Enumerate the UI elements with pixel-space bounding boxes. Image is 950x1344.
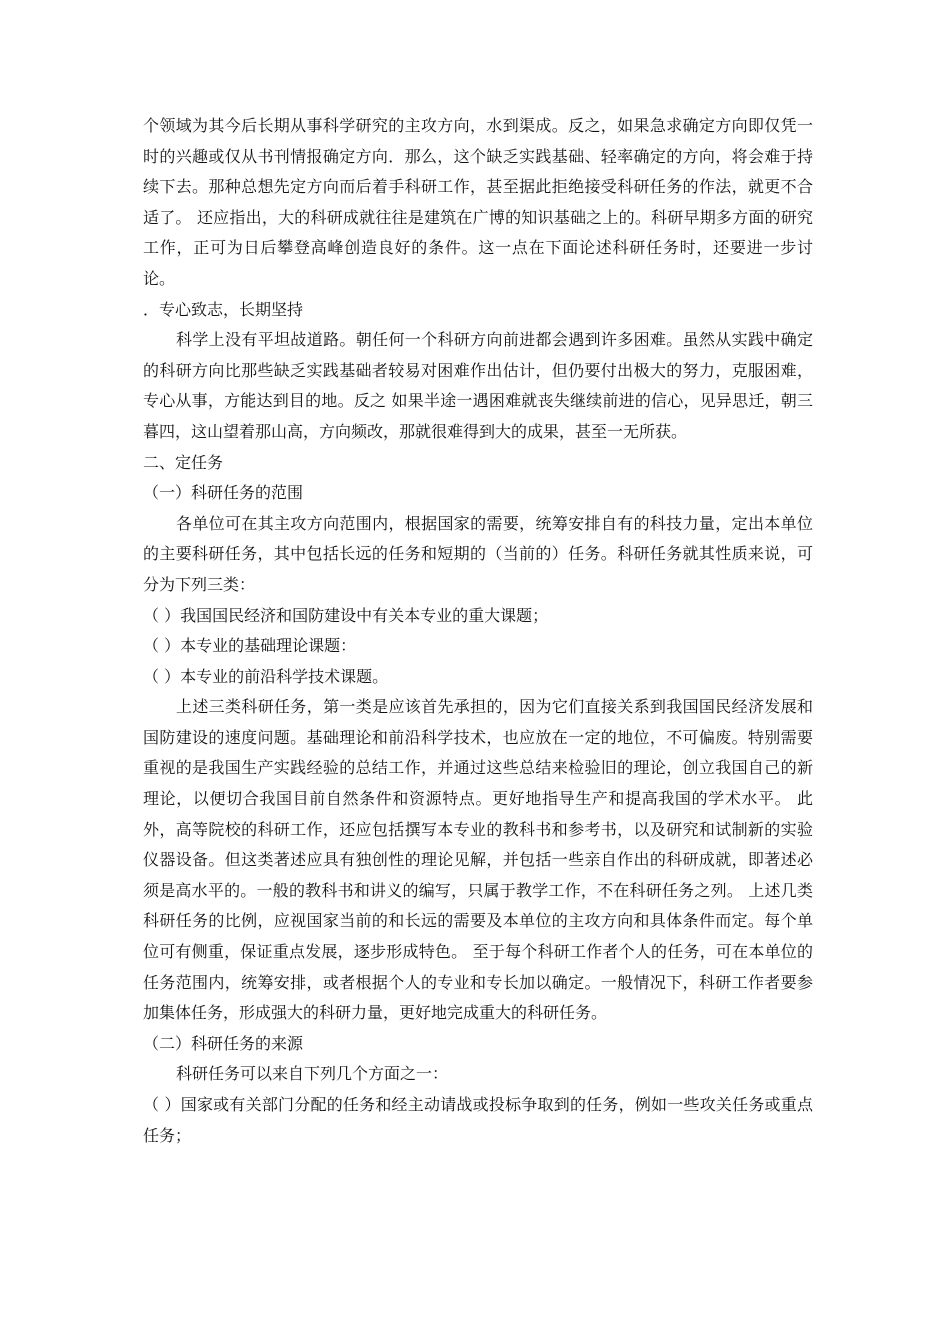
list-item-frontier-tech: （ ）本专业的前沿科学技术课题。: [143, 666, 389, 686]
section-heading-tasks: 二、定任务: [143, 452, 224, 472]
section-heading-focus: ．专心致志，长期坚持: [143, 299, 304, 319]
paragraph-research-direction: 个领域为其今后长期从事科学研究的主攻方向，水到渠成。反之，如果急求确定方向即仅凭一时的兴趣或仅从书刊情报确定方向．那么，这个缺乏实践基础、轻率确定的方向，将会难于持续下去。那种总想先定方向而后着手科研工作，甚至据此拒绝接受科研任务的作法，就更不合适了。 还应指出，大的科研成就往往是建筑在广博的知识基础之上的。科研早期多方面的研究工作，正可为日后攀登高峰创造良好的条件。这一点在下面论述科研任务时，还要进一步讨论。: [143, 116, 813, 288]
subsection-heading-scope: （一）科研任务的范围: [143, 483, 304, 503]
paragraph-sources-intro: 科研任务可以来自下列几个方面之一：: [176, 1064, 449, 1084]
paragraph-persistence: 科学上没有平坦敁道路。朝任何一个科研方向前进都会遇到许多困难。虽然从实践中确定的科研方向比那些缺乏实践基础者较易对困难作出估计，但仍要付出极大的努力，克服困难，专心从事，方能达到目的地。反之 如果半途一遇困难就丧失继续前进的信心，见异思迁，朝三暮四，这山望着那山高，方向频改，那就很难得到大的成果，甚至一无所获。: [143, 330, 813, 441]
subsection-heading-sources: （二）科研任务的来源: [143, 1033, 304, 1053]
list-item-assigned-tasks: （ ）国家或有关部门分配的任务和经主动请战或投标争取到的任务，例如一些攻关任务或重点任务；: [143, 1095, 813, 1145]
list-item-national-tasks: （ ）我国国民经济和国防建设中有关本专业的重大课题；: [143, 605, 549, 625]
paragraph-task-priorities: 上述三类科研任务，第一类是应该首先承担的，因为它们直接关系到我国国民经济发展和国防建设的速度问题。基础理论和前沿科学技术，也应放在一定的地位，不可偏废。特别需要重视的是我国生产实践经验的总结工作，并通过这些总结来检验旧的理论，创立我国自己的新理论，以便切合我国目前自然条件和资源特点。更好地指导生产和提高我国的学术水平。 此外，高等院校的科研工作，还应包括撰写本专业的教科书和参考书，以及研究和试制新的实验仪器设备。但这类著述应具有独创性的理论见解，并包括一些亲自作出的科研成就，即著述必须是高水平的。一般的教科书和讲义的编写，只属于教学工作，不在科研任务之列。 上述几类科研任务的比例，应视国家当前的和长远的需要及本单位的主攻方向和具体条件而定。每个单位可有侧重，保证重点发展，逐步形成特色。 至于每个科研工作者个人的任务，可在本单位的任务范围内，统筹安排，或者根据个人的专业和专长加以确定。一般情况下，科研工作者要参加集体任务，形成强大的科研力量，更好地完成重大的科研任务。: [143, 697, 813, 1023]
paragraph-task-scope: 各单位可在其主攻方向范围内，根据国家的需要，统筹安排自有的科技力量，定出本单位的主要科研任务，其中包括长远的任务和短期的（当前的）任务。科研任务就其性质来说，可分为下列三类：: [143, 513, 813, 594]
list-item-basic-theory: （ ）本专业的基础理论课题：: [143, 636, 357, 656]
document-body: [143, 111, 813, 1151]
